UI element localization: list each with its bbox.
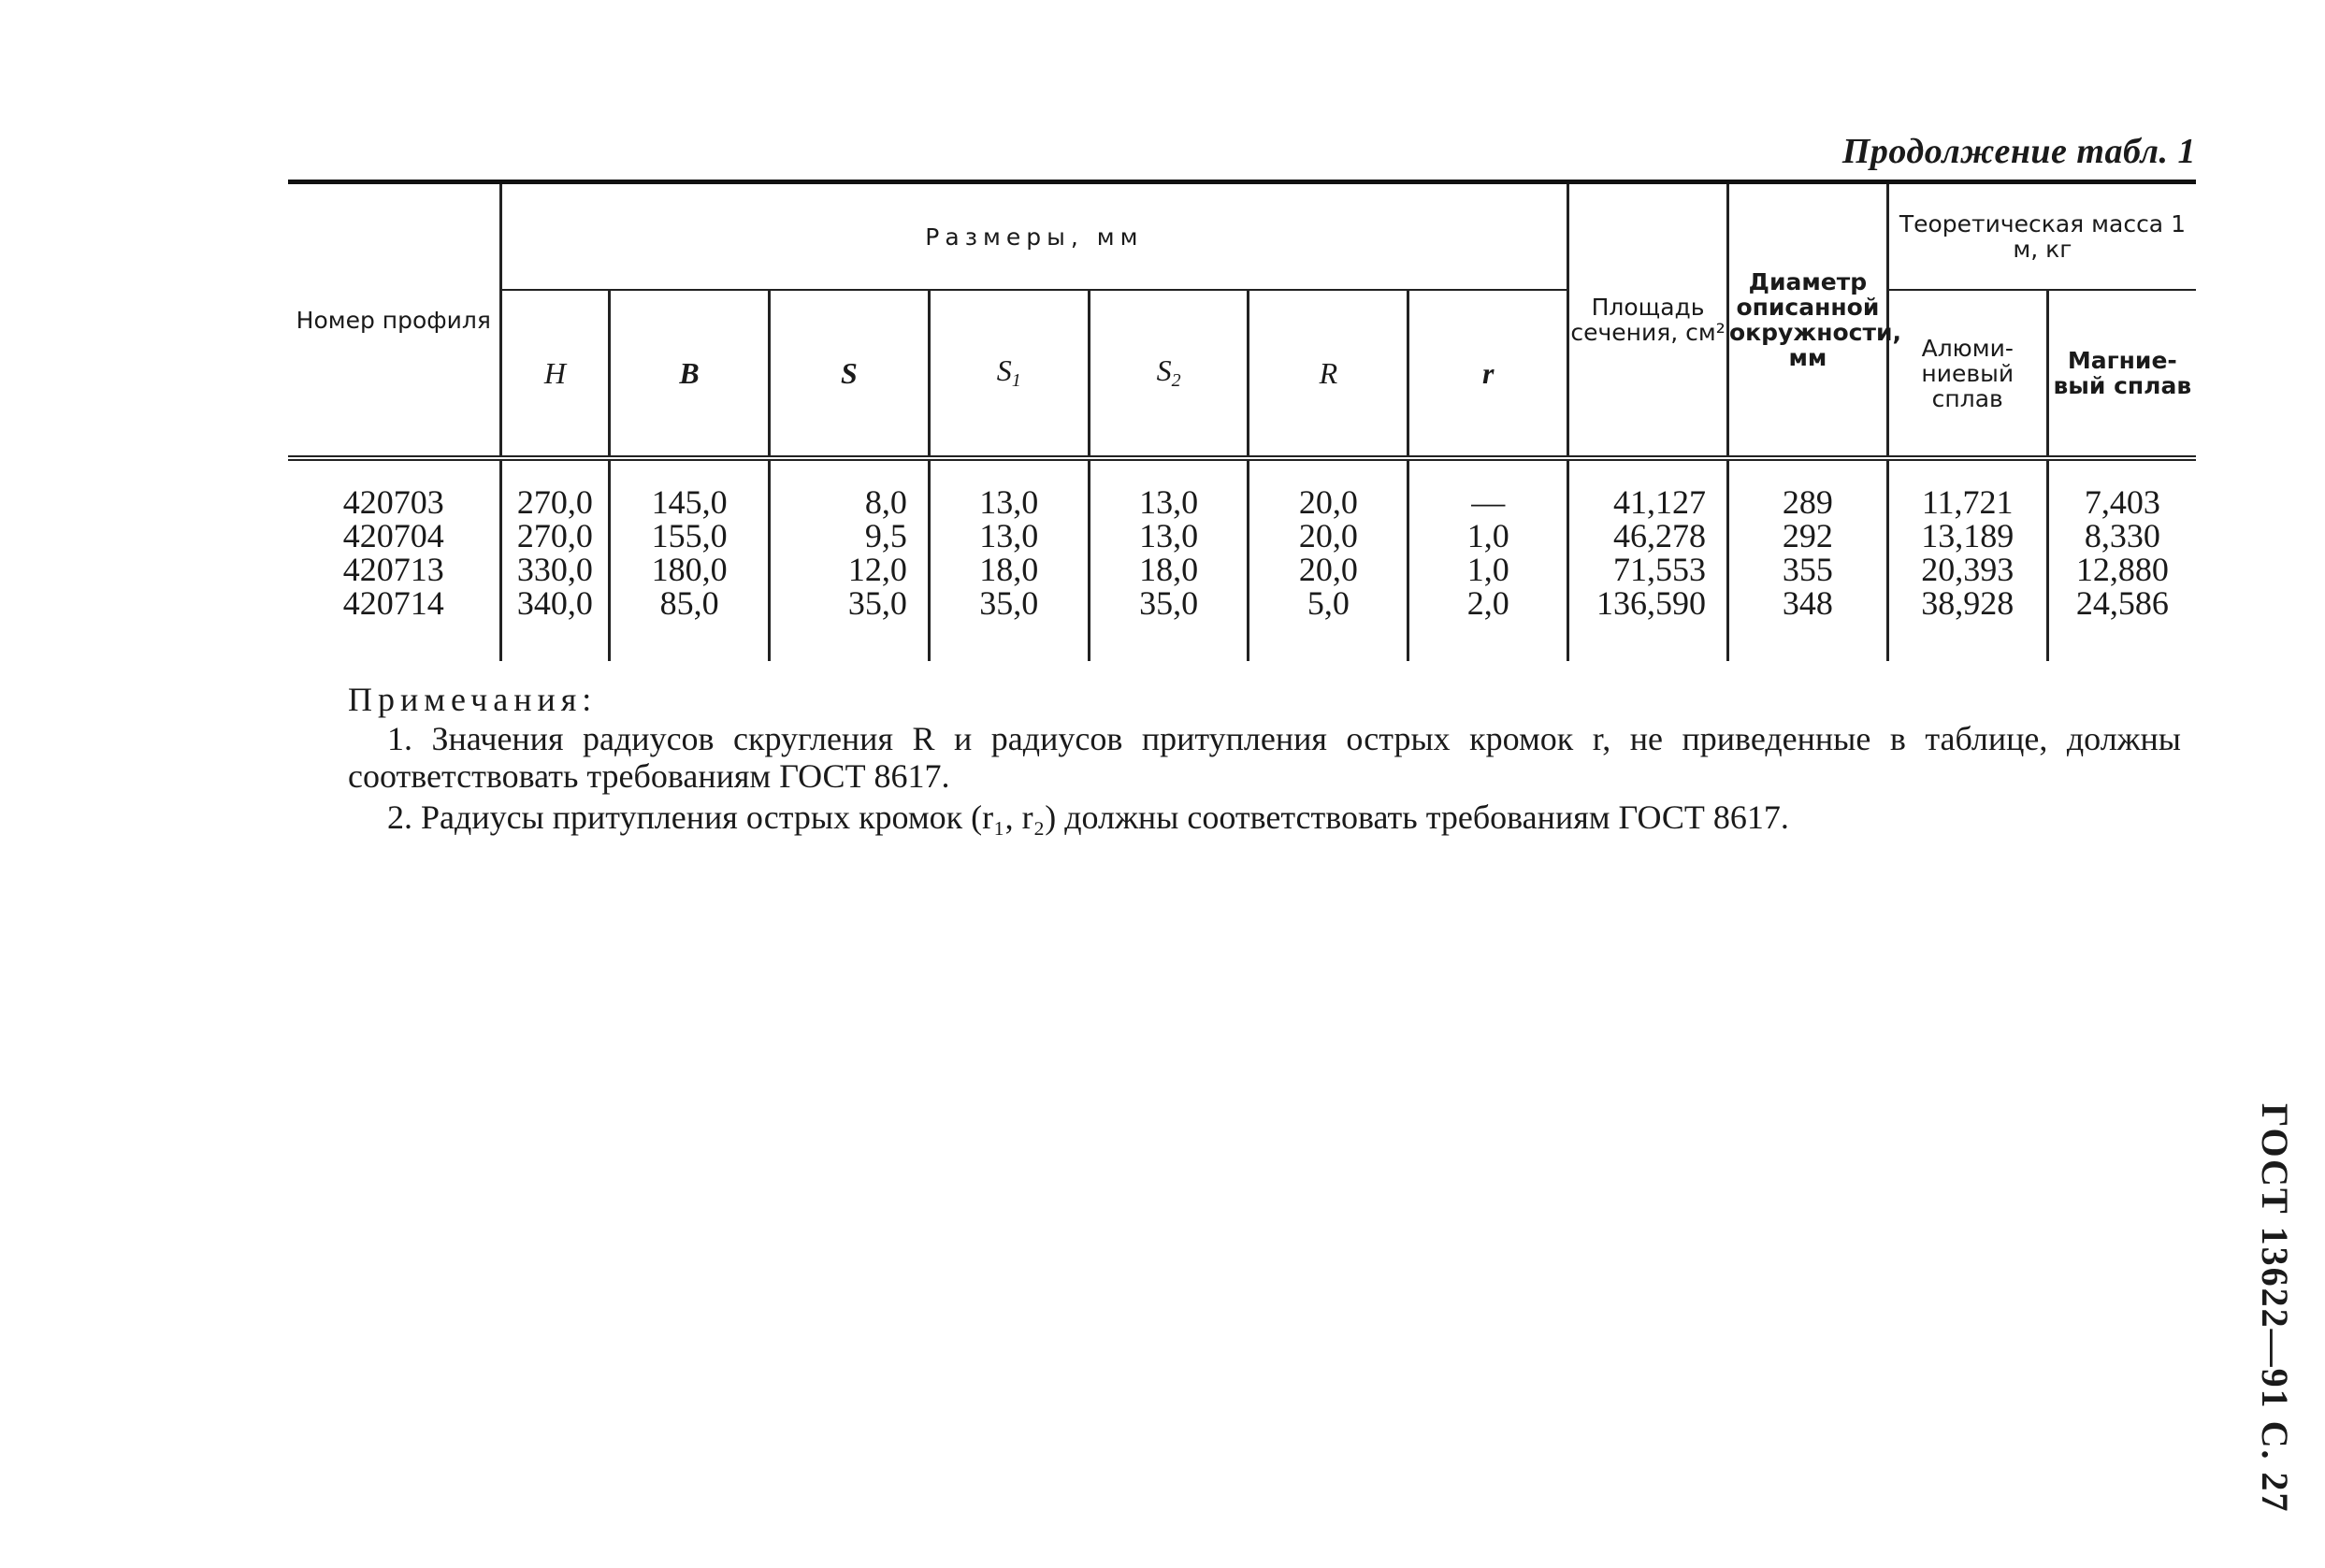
cell-S: 35,0 [770, 586, 930, 620]
header-mass-group: Теоретическая масса 1 м, кг [1887, 182, 2196, 291]
cell-H: 270,0 [500, 485, 610, 519]
cell-diameter: 292 [1727, 519, 1887, 553]
cell-H: 330,0 [500, 553, 610, 586]
profiles-table [288, 180, 2196, 661]
cell-area: 46,278 [1568, 519, 1728, 553]
cell-number: 420704 [342, 517, 444, 554]
table-row [288, 586, 2196, 620]
cell-H: 340,0 [500, 586, 610, 620]
cell-magnesium: 12,880 [2047, 553, 2196, 586]
cell-S2: 18,0 [1089, 553, 1249, 586]
table-row [288, 519, 2196, 553]
cell-area: 41,127 [1568, 485, 1728, 519]
header-R: R [1249, 290, 1408, 458]
page-label: ГОСТ 13622—91 С. 27 [2254, 1103, 2296, 1514]
cell-number: 420703 [342, 483, 444, 521]
cell-S1: 35,0 [929, 586, 1089, 620]
cell-aluminum: 20,393 [1887, 553, 2047, 586]
note-item: 1. Значения радиусов скругления R и радиусов притупления острых кромок r, не приведенные в таблице, должны соответствовать требованиям ГОСТ 8617. [348, 720, 2181, 795]
cell-r: 2,0 [1408, 586, 1568, 620]
cell-aluminum: 38,928 [1887, 586, 2047, 620]
cell-diameter: 355 [1727, 553, 1887, 586]
cell-R: 5,0 [1249, 586, 1408, 620]
header-S: S [770, 290, 930, 458]
cell-H: 270,0 [500, 519, 610, 553]
table-row [288, 553, 2196, 586]
header-H: H [500, 290, 610, 458]
cell-B: 145,0 [610, 485, 770, 519]
table-row [288, 485, 2196, 519]
cell-S2: 13,0 [1089, 485, 1249, 519]
note-item: 2. Радиусы притупления острых кромок (r₁, r₂) должны соответствовать требованиям ГОСТ 8617. [387, 798, 1789, 836]
cell-R: 20,0 [1249, 519, 1408, 553]
header-aluminum: Алюми-ниевый сплав [1887, 290, 2047, 458]
notes-section [348, 681, 2181, 836]
header-diameter: Диаметр описанной окружности, мм [1727, 182, 1887, 459]
cell-S1: 18,0 [929, 553, 1089, 586]
header-area: Площадь сечения, см² [1568, 182, 1728, 459]
notes-title: Примечания: [348, 681, 598, 718]
cell-S: 12,0 [770, 553, 930, 586]
header-dimensions-group: Размеры, мм [500, 182, 1568, 291]
cell-B: 180,0 [610, 553, 770, 586]
cell-R: 20,0 [1249, 553, 1408, 586]
cell-diameter: 289 [1727, 485, 1887, 519]
header-S2: $S_2$ [1089, 290, 1249, 458]
cell-S2: 35,0 [1089, 586, 1249, 620]
cell-number: 420714 [342, 584, 444, 622]
cell-B: 155,0 [610, 519, 770, 553]
cell-B: 85,0 [610, 586, 770, 620]
header-profile-number: Номер профиля [288, 182, 500, 459]
cell-number: 420713 [342, 551, 444, 588]
header-S1: $S_1$ [929, 290, 1089, 458]
cell-S1: 13,0 [929, 485, 1089, 519]
cell-S: 8,0 [770, 485, 930, 519]
header-B: B [610, 290, 770, 458]
continuation-label: Продолжение табл. 1 [1841, 132, 2196, 171]
cell-aluminum: 11,721 [1887, 485, 2047, 519]
cell-magnesium: 24,586 [2047, 586, 2196, 620]
cell-magnesium: 8,330 [2047, 519, 2196, 553]
cell-S1: 13,0 [929, 519, 1089, 553]
cell-magnesium: 7,403 [2047, 485, 2196, 519]
cell-area: 71,553 [1568, 553, 1728, 586]
cell-r: — [1408, 485, 1568, 519]
cell-area: 136,590 [1568, 586, 1728, 620]
cell-S2: 13,0 [1089, 519, 1249, 553]
cell-aluminum: 13,189 [1887, 519, 2047, 553]
cell-r: 1,0 [1408, 519, 1568, 553]
cell-R: 20,0 [1249, 485, 1408, 519]
cell-S: 9,5 [770, 519, 930, 553]
cell-r: 1,0 [1408, 553, 1568, 586]
header-magnesium: Магние-вый сплав [2047, 290, 2196, 458]
cell-diameter: 348 [1727, 586, 1887, 620]
header-r: r [1408, 290, 1568, 458]
